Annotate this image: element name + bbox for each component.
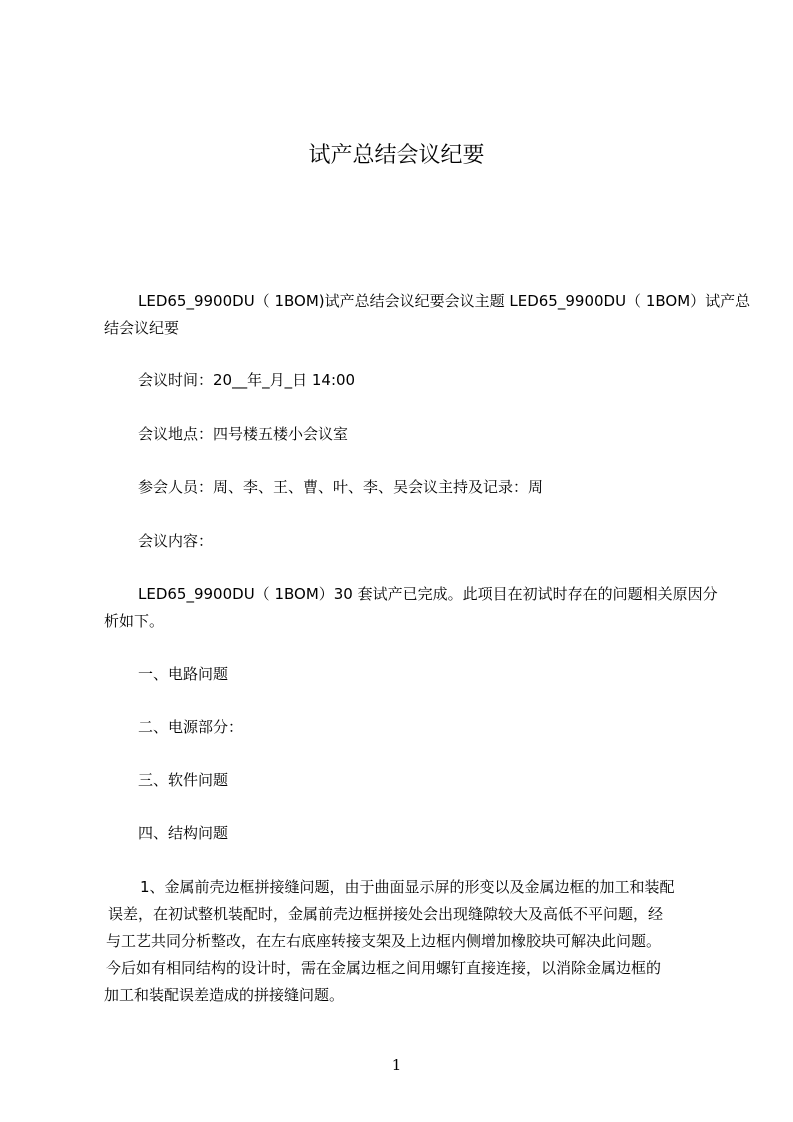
section-heading-software: 三、软件问题 — [138, 771, 229, 789]
section-heading-power: 二、电源部分： — [138, 718, 244, 736]
item1-line-3: 与工艺共同分析整改，在左右底座转接支架及上边框内侧增加橡胶块可解决此问题。 — [106, 932, 662, 950]
document-title: 试产总结会议纪要 — [308, 143, 485, 168]
section-heading-circuit: 一、电路问题 — [138, 665, 229, 683]
summary-paragraph-continued — [104, 608, 164, 635]
intro-line-1: LED65_9900DU（ 1BOM)试产总结会议纪要会议主题 LED65_9900DU（ 1BOM）试产总 — [138, 292, 751, 310]
section-heading-structure: 四、结构问题 — [138, 824, 229, 842]
meeting-place: 会议地点：四号楼五楼小会议室 — [138, 425, 349, 443]
intro-line-2: 结会议纪要 — [104, 319, 180, 337]
summary-line-2: 析如下。 — [104, 612, 165, 630]
meeting-time: 会议时间：20__年_月_日 14:00 — [138, 371, 356, 389]
item1-line-2: 误差，在初试整机装配时，金属前壳边框拼接处会出现缝隙较大及高低不平问题，经 — [108, 905, 664, 923]
intro-paragraph — [138, 288, 750, 315]
page-number: 1 — [391, 1056, 402, 1074]
summary-paragraph — [138, 581, 718, 608]
item1-line-4: 今后如有相同结构的设计时，需在金属边框之间用螺钉直接连接，以消除金属边框的 — [106, 959, 662, 977]
item1-line-5: 加工和装配误差造成的拼接缝问题。 — [104, 986, 345, 1004]
item1-line-1: 1、金属前壳边框拼接缝问题，由于曲面显示屏的形变以及金属边框的加工和装配 — [140, 878, 675, 896]
content-label: 会议内容： — [138, 532, 214, 550]
intro-paragraph-continued — [104, 315, 179, 342]
summary-line-1: LED65_9900DU（ 1BOM）30 套试产已完成。此项目在初试时存在的问题相关原因分 — [138, 585, 718, 603]
attendees: 参会人员：周、李、王、曹、叶、李、吴会议主持及记录：周 — [138, 478, 544, 496]
